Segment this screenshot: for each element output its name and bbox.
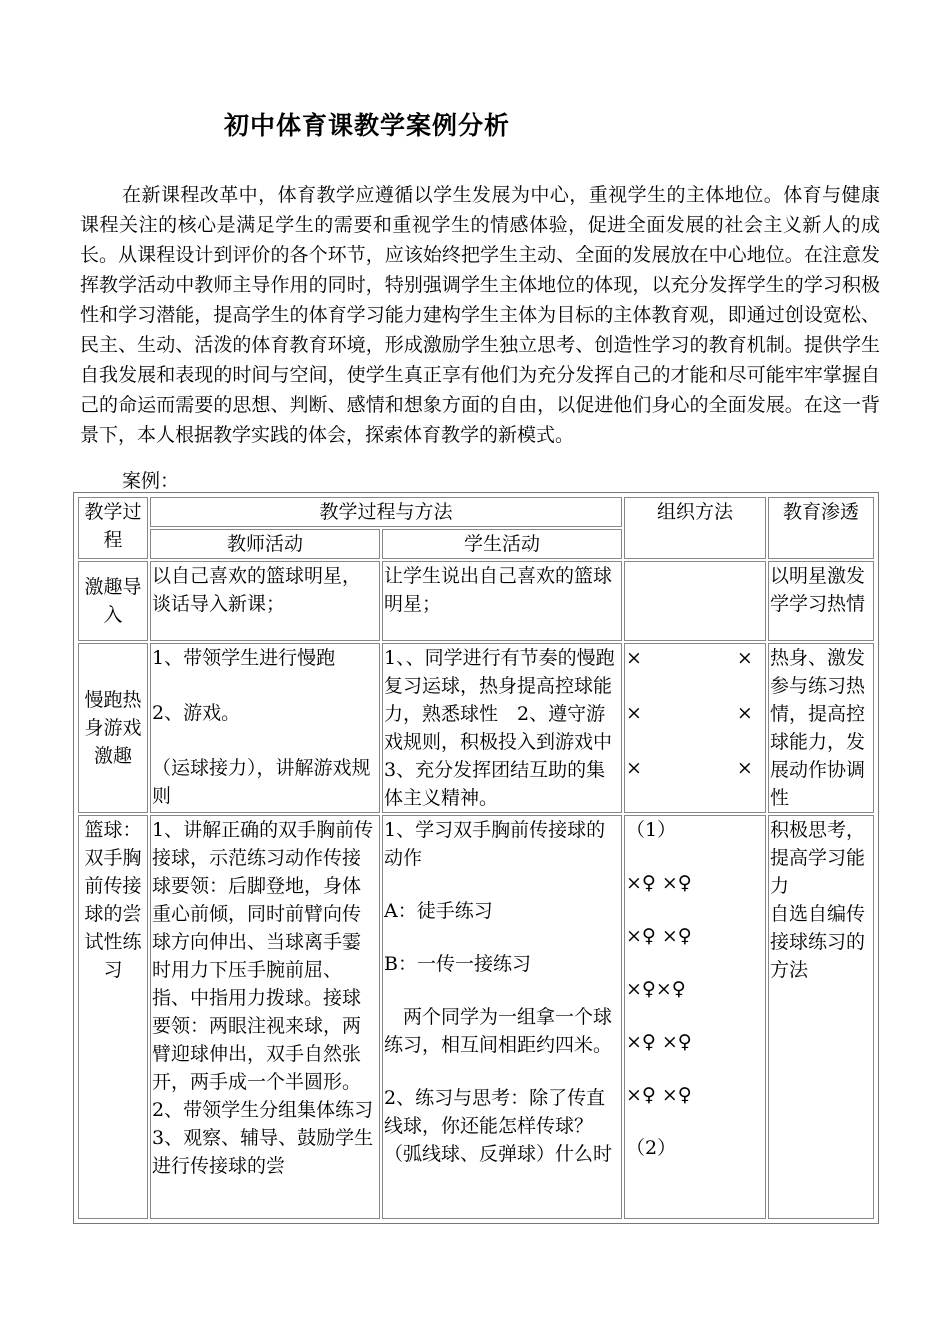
table-row <box>78 643 874 813</box>
formation-line: × × <box>626 757 753 779</box>
student-line: B：一传一接练习 <box>384 953 531 975</box>
row-organization <box>624 561 766 641</box>
formation-line: ×♀ ×♀ <box>626 925 692 947</box>
row-teacher: 以自己喜欢的篮球明星，谈话导入新课； <box>150 561 380 641</box>
formation-line: ×♀ ×♀ <box>626 872 692 894</box>
formation-line: ×♀×♀ <box>626 978 686 1000</box>
formation-line: × × <box>626 702 753 724</box>
row-student <box>382 815 622 1219</box>
education-line: 自选自编传接球练习的方法 <box>770 903 866 981</box>
student-line: A：徒手练习 <box>384 900 493 922</box>
formation-line: （1） <box>626 819 677 841</box>
student-line: 两个同学为一组拿一个球练习，相互间相距约四米。 <box>384 1006 613 1056</box>
formation-line: ×♀ ×♀ <box>626 1031 692 1053</box>
intro-paragraph: 在新课程改革中，体育教学应遵循以学生发展为中心，重视学生的主体地位。体育与健康课程关注的核心是满足学生的需要和重视学生的情感体验，促进全面发展的社会主义新人的成长。从课程设计到评价的各个环节，应该始终把学生主动、全面的发展放在中心地位。在注意发挥教学活动中教师主导作用的同时，特别强调学生主体地位的体现，以充分发挥学生的学习积极性和学习潜能，提高学生的体育学习能力建构学生主体为目标的主体教育观，即通过创设宽松、民主、生动、活泼的体育教育环境，形成激励学生独立思考、创造性学习的教育机制。提供学生自我发展和表现的时间与空间，使学生真正享有他们为充分发挥自己的才能和尽可能牢牢掌握自己的命运而需要的思想、判断、感情和想象方面的自由，以促进他们身心的全面发展。在这一背景下，本人根据教学实践的体会，探索体育教学的新模式。 <box>80 184 880 446</box>
student-line: 1、学习双手胸前传接球的动作 <box>384 819 606 869</box>
case-label: 案例： <box>122 470 180 492</box>
teacher-line: （运球接力），讲解游戏规则 <box>152 757 371 807</box>
header-teacher: 教师活动 <box>150 529 380 559</box>
row-education: 热身、激发参与练习热情，提高控球能力，发展动作协调性 <box>768 643 874 813</box>
teacher-line: 1、带领学生进行慢跑 <box>152 647 336 669</box>
formation-line: ×♀ ×♀ <box>626 1084 692 1106</box>
document-title: 初中体育课教学案例分析 <box>224 111 511 140</box>
student-line: 2、练习与思考：除了传直线球，你还能怎样传球？（弧线球、反弹球）什么时 <box>384 1087 613 1165</box>
row-organization <box>624 815 766 1219</box>
case-table <box>76 495 876 1221</box>
row-teacher <box>150 643 380 813</box>
header-education: 教育渗透 <box>768 497 874 559</box>
header-row-1 <box>78 497 874 527</box>
row-teacher: 1、讲解正确的双手胸前传接球，示范练习动作传接球要领：后脚登地，身体重心前倾，同时前臂向传球方向伸出、当球离手霎时用力下压手腕前屈、指、中指用力拨球。接球要领：两眼注视来球，两臂迎球伸出，双手自然张开，两手成一个半圆形。2、带领学生分组集体练习 3、观察、辅导、鼓励学生进行传接球的尝 <box>150 815 380 1219</box>
formation-line: × × <box>626 647 753 669</box>
formation-line: （2） <box>626 1137 677 1159</box>
header-student: 学生活动 <box>382 529 622 559</box>
case-table-frame <box>73 492 879 1224</box>
row-student: 让学生说出自己喜欢的篮球明星； <box>382 561 622 641</box>
header-process: 教学过程 <box>78 497 148 559</box>
row-process: 激趣导入 <box>78 561 148 641</box>
row-process: 篮球：双手胸前传接球的尝试性练习 <box>78 815 148 1219</box>
row-process: 慢跑热身游戏激趣 <box>78 643 148 813</box>
teacher-line: 2、游戏。 <box>152 702 241 724</box>
row-organization <box>624 643 766 813</box>
table-row <box>78 815 874 1219</box>
row-education <box>768 815 874 1219</box>
row-education: 以明星激发学学习热情 <box>768 561 874 641</box>
row-student: 1、、同学进行有节奏的慢跑复习运球，热身提高控球能力，熟悉球性 2、遵守游戏规则，积极投入到游戏中 3、充分发挥团结互助的集体主义精神。 <box>382 643 622 813</box>
header-organization: 组织方法 <box>624 497 766 559</box>
education-line: 积极思考，提高学习能力 <box>770 819 866 897</box>
table-row <box>78 561 874 641</box>
header-method: 教学过程与方法 <box>150 497 622 527</box>
